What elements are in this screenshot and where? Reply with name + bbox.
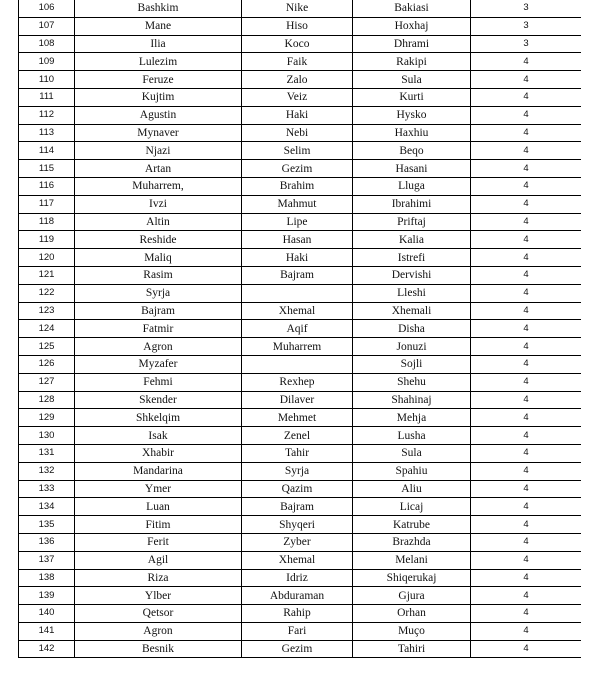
names-table-body: [19, 0, 582, 658]
first-name-cell: Agustin: [75, 106, 242, 124]
row-number-cell: 136: [19, 533, 75, 551]
first-name-cell: Bashkim: [75, 0, 242, 17]
names-table: [18, 0, 581, 658]
last-name-cell: Mehja: [353, 409, 471, 427]
table-row: [19, 338, 582, 356]
father-name-cell: Brahim: [242, 177, 353, 195]
row-number-cell: 126: [19, 355, 75, 373]
father-name-cell: Xhemal: [242, 302, 353, 320]
table-row: [19, 569, 582, 587]
last-name-cell: Xhemali: [353, 302, 471, 320]
father-name-cell: Haki: [242, 106, 353, 124]
row-number-cell: 123: [19, 302, 75, 320]
table-row: [19, 160, 582, 178]
group-cell: 4: [471, 498, 582, 516]
father-name-cell: Lipe: [242, 213, 353, 231]
group-cell: 4: [471, 605, 582, 623]
table-row: [19, 462, 582, 480]
group-cell: 4: [471, 142, 582, 160]
father-name-cell: Selim: [242, 142, 353, 160]
last-name-cell: Gjura: [353, 587, 471, 605]
father-name-cell: Veiz: [242, 88, 353, 106]
group-cell: 3: [471, 0, 582, 17]
last-name-cell: Spahiu: [353, 462, 471, 480]
first-name-cell: Altin: [75, 213, 242, 231]
group-cell: 4: [471, 160, 582, 178]
last-name-cell: Brazhda: [353, 533, 471, 551]
first-name-cell: Njazi: [75, 142, 242, 160]
first-name-cell: Muharrem,: [75, 177, 242, 195]
first-name-cell: Agron: [75, 622, 242, 640]
group-cell: 4: [471, 355, 582, 373]
table-row: [19, 427, 582, 445]
first-name-cell: Ymer: [75, 480, 242, 498]
group-cell: 4: [471, 427, 582, 445]
father-name-cell: Mehmet: [242, 409, 353, 427]
last-name-cell: Sojli: [353, 355, 471, 373]
table-row: [19, 0, 582, 17]
group-cell: 4: [471, 409, 582, 427]
group-cell: 4: [471, 569, 582, 587]
table-row: [19, 409, 582, 427]
row-number-cell: 112: [19, 106, 75, 124]
last-name-cell: Shahinaj: [353, 391, 471, 409]
father-name-cell: [242, 355, 353, 373]
father-name-cell: Koco: [242, 35, 353, 53]
row-number-cell: 139: [19, 587, 75, 605]
row-number-cell: 142: [19, 640, 75, 658]
last-name-cell: Shehu: [353, 373, 471, 391]
last-name-cell: Istrefi: [353, 249, 471, 267]
table-row: [19, 195, 582, 213]
row-number-cell: 124: [19, 320, 75, 338]
row-number-cell: 125: [19, 338, 75, 356]
first-name-cell: Kujtim: [75, 88, 242, 106]
table-row: [19, 231, 582, 249]
table-row: [19, 640, 582, 658]
table-row: [19, 266, 582, 284]
father-name-cell: Nebi: [242, 124, 353, 142]
row-number-cell: 120: [19, 249, 75, 267]
first-name-cell: Besnik: [75, 640, 242, 658]
first-name-cell: Ferit: [75, 533, 242, 551]
first-name-cell: Shkelqim: [75, 409, 242, 427]
row-number-cell: 129: [19, 409, 75, 427]
last-name-cell: Hysko: [353, 106, 471, 124]
group-cell: 4: [471, 284, 582, 302]
last-name-cell: Licaj: [353, 498, 471, 516]
last-name-cell: Dhrami: [353, 35, 471, 53]
group-cell: 4: [471, 266, 582, 284]
group-cell: 4: [471, 480, 582, 498]
father-name-cell: Mahmut: [242, 195, 353, 213]
last-name-cell: Muço: [353, 622, 471, 640]
row-number-cell: 106: [19, 0, 75, 17]
last-name-cell: Lusha: [353, 427, 471, 445]
first-name-cell: Myzafer: [75, 355, 242, 373]
table-row: [19, 516, 582, 534]
last-name-cell: Jonuzi: [353, 338, 471, 356]
last-name-cell: Shiqerukaj: [353, 569, 471, 587]
table-row: [19, 355, 582, 373]
father-name-cell: Muharrem: [242, 338, 353, 356]
last-name-cell: Rakipi: [353, 53, 471, 71]
first-name-cell: Reshide: [75, 231, 242, 249]
father-name-cell: Nike: [242, 0, 353, 17]
row-number-cell: 110: [19, 71, 75, 89]
first-name-cell: Mane: [75, 17, 242, 35]
group-cell: 4: [471, 195, 582, 213]
group-cell: 4: [471, 622, 582, 640]
table-row: [19, 177, 582, 195]
first-name-cell: Agil: [75, 551, 242, 569]
table-row: [19, 622, 582, 640]
last-name-cell: Orhan: [353, 605, 471, 623]
father-name-cell: Zenel: [242, 427, 353, 445]
group-cell: 4: [471, 302, 582, 320]
father-name-cell: Zyber: [242, 533, 353, 551]
row-number-cell: 140: [19, 605, 75, 623]
row-number-cell: 109: [19, 53, 75, 71]
row-number-cell: 114: [19, 142, 75, 160]
father-name-cell: Bajram: [242, 266, 353, 284]
table-row: [19, 88, 582, 106]
father-name-cell: Bajram: [242, 498, 353, 516]
first-name-cell: Artan: [75, 160, 242, 178]
row-number-cell: 130: [19, 427, 75, 445]
group-cell: 4: [471, 551, 582, 569]
father-name-cell: Syrja: [242, 462, 353, 480]
last-name-cell: Priftaj: [353, 213, 471, 231]
table-row: [19, 284, 582, 302]
father-name-cell: Abduraman: [242, 587, 353, 605]
table-row: [19, 373, 582, 391]
group-cell: 4: [471, 249, 582, 267]
row-number-cell: 107: [19, 17, 75, 35]
father-name-cell: Zalo: [242, 71, 353, 89]
row-number-cell: 121: [19, 266, 75, 284]
father-name-cell: Tahir: [242, 444, 353, 462]
group-cell: 4: [471, 373, 582, 391]
row-number-cell: 127: [19, 373, 75, 391]
last-name-cell: Kalia: [353, 231, 471, 249]
group-cell: 4: [471, 640, 582, 658]
father-name-cell: Hasan: [242, 231, 353, 249]
first-name-cell: Fehmi: [75, 373, 242, 391]
first-name-cell: Qetsor: [75, 605, 242, 623]
father-name-cell: Shyqeri: [242, 516, 353, 534]
last-name-cell: Sula: [353, 71, 471, 89]
group-cell: 4: [471, 71, 582, 89]
group-cell: 4: [471, 124, 582, 142]
last-name-cell: Lluga: [353, 177, 471, 195]
group-cell: 4: [471, 177, 582, 195]
table-row: [19, 106, 582, 124]
last-name-cell: Kurti: [353, 88, 471, 106]
table-row: [19, 142, 582, 160]
father-name-cell: Fari: [242, 622, 353, 640]
father-name-cell: [242, 284, 353, 302]
father-name-cell: Faik: [242, 53, 353, 71]
father-name-cell: Rahip: [242, 605, 353, 623]
document-page: [18, 0, 581, 677]
first-name-cell: Rasim: [75, 266, 242, 284]
father-name-cell: Hiso: [242, 17, 353, 35]
father-name-cell: Aqif: [242, 320, 353, 338]
last-name-cell: Lleshi: [353, 284, 471, 302]
first-name-cell: Ylber: [75, 587, 242, 605]
first-name-cell: Agron: [75, 338, 242, 356]
row-number-cell: 115: [19, 160, 75, 178]
row-number-cell: 119: [19, 231, 75, 249]
father-name-cell: Idriz: [242, 569, 353, 587]
table-row: [19, 587, 582, 605]
father-name-cell: Rexhep: [242, 373, 353, 391]
last-name-cell: Hoxhaj: [353, 17, 471, 35]
row-number-cell: 122: [19, 284, 75, 302]
table-row: [19, 391, 582, 409]
first-name-cell: Ilia: [75, 35, 242, 53]
table-row: [19, 71, 582, 89]
group-cell: 3: [471, 17, 582, 35]
table-row: [19, 533, 582, 551]
table-row: [19, 480, 582, 498]
first-name-cell: Riza: [75, 569, 242, 587]
row-number-cell: 118: [19, 213, 75, 231]
table-row: [19, 53, 582, 71]
group-cell: 4: [471, 338, 582, 356]
last-name-cell: Katrube: [353, 516, 471, 534]
row-number-cell: 133: [19, 480, 75, 498]
first-name-cell: Mandarina: [75, 462, 242, 480]
group-cell: 4: [471, 53, 582, 71]
table-row: [19, 444, 582, 462]
table-row: [19, 551, 582, 569]
father-name-cell: Qazim: [242, 480, 353, 498]
first-name-cell: Skender: [75, 391, 242, 409]
father-name-cell: Haki: [242, 249, 353, 267]
table-row: [19, 320, 582, 338]
last-name-cell: Aliu: [353, 480, 471, 498]
last-name-cell: Sula: [353, 444, 471, 462]
last-name-cell: Disha: [353, 320, 471, 338]
first-name-cell: Fatmir: [75, 320, 242, 338]
row-number-cell: 141: [19, 622, 75, 640]
group-cell: 4: [471, 462, 582, 480]
group-cell: 4: [471, 320, 582, 338]
group-cell: 4: [471, 587, 582, 605]
last-name-cell: Ibrahimi: [353, 195, 471, 213]
last-name-cell: Beqo: [353, 142, 471, 160]
first-name-cell: Lulezim: [75, 53, 242, 71]
group-cell: 3: [471, 35, 582, 53]
row-number-cell: 108: [19, 35, 75, 53]
table-row: [19, 302, 582, 320]
first-name-cell: Bajram: [75, 302, 242, 320]
table-row: [19, 35, 582, 53]
father-name-cell: Dilaver: [242, 391, 353, 409]
table-row: [19, 124, 582, 142]
last-name-cell: Hasani: [353, 160, 471, 178]
first-name-cell: Feruze: [75, 71, 242, 89]
father-name-cell: Gezim: [242, 160, 353, 178]
group-cell: 4: [471, 391, 582, 409]
table-row: [19, 17, 582, 35]
row-number-cell: 131: [19, 444, 75, 462]
table-row: [19, 605, 582, 623]
row-number-cell: 116: [19, 177, 75, 195]
group-cell: 4: [471, 444, 582, 462]
group-cell: 4: [471, 88, 582, 106]
father-name-cell: Gezim: [242, 640, 353, 658]
last-name-cell: Bakiasi: [353, 0, 471, 17]
first-name-cell: Xhabir: [75, 444, 242, 462]
first-name-cell: Maliq: [75, 249, 242, 267]
first-name-cell: Fitim: [75, 516, 242, 534]
row-number-cell: 134: [19, 498, 75, 516]
first-name-cell: Syrja: [75, 284, 242, 302]
row-number-cell: 138: [19, 569, 75, 587]
table-row: [19, 249, 582, 267]
row-number-cell: 111: [19, 88, 75, 106]
last-name-cell: Tahiri: [353, 640, 471, 658]
row-number-cell: 128: [19, 391, 75, 409]
group-cell: 4: [471, 106, 582, 124]
group-cell: 4: [471, 213, 582, 231]
row-number-cell: 113: [19, 124, 75, 142]
first-name-cell: Luan: [75, 498, 242, 516]
row-number-cell: 117: [19, 195, 75, 213]
row-number-cell: 137: [19, 551, 75, 569]
row-number-cell: 135: [19, 516, 75, 534]
group-cell: 4: [471, 231, 582, 249]
last-name-cell: Melani: [353, 551, 471, 569]
group-cell: 4: [471, 533, 582, 551]
last-name-cell: Dervishi: [353, 266, 471, 284]
first-name-cell: Mynaver: [75, 124, 242, 142]
table-row: [19, 498, 582, 516]
group-cell: 4: [471, 516, 582, 534]
father-name-cell: Xhemal: [242, 551, 353, 569]
first-name-cell: Isak: [75, 427, 242, 445]
first-name-cell: Ivzi: [75, 195, 242, 213]
last-name-cell: Haxhiu: [353, 124, 471, 142]
table-row: [19, 213, 582, 231]
row-number-cell: 132: [19, 462, 75, 480]
